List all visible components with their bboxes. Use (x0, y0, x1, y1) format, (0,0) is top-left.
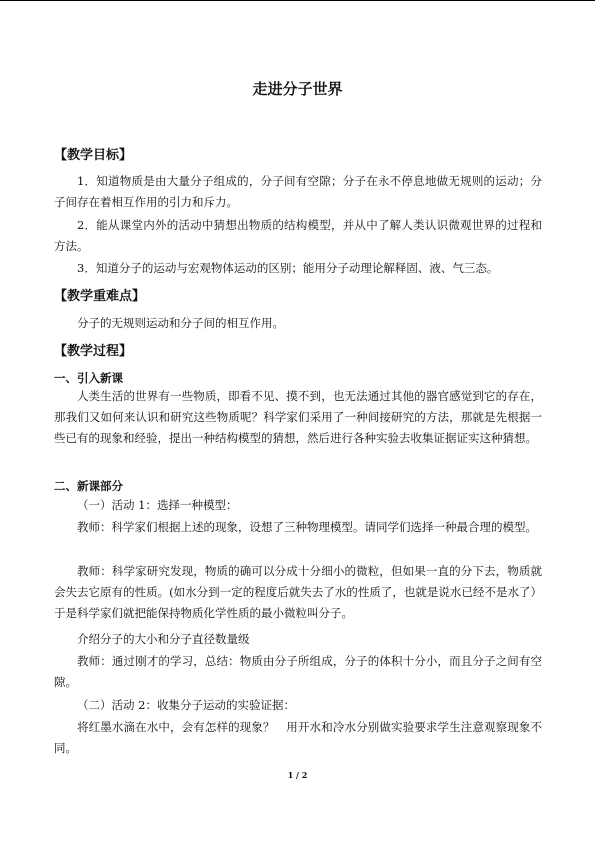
experiment-paragraph: 将红墨水滴在水中，会有怎样的现象？ 用开水和冷水分别做实验要求学生注意观察现象不同。 (54, 720, 542, 756)
page-top-border (0, 0, 595, 1)
document-title: 走进分子世界 (252, 80, 343, 98)
molecule-size-paragraph: 介绍分子的大小和分子直径数量级 (77, 632, 250, 646)
page-number: 1 / 2 (287, 770, 308, 780)
intro-paragraph: 人类生活的世界有一些物质，即看不见、摸不到，也无法通过其他的器官感觉到它的存在，那我们又如何来认识和研究这些物质呢？科学家们采用了一种间接研究的方法，那就是先根据一些已有的现象和经验，提出一种结构模型的猜想，然后进行各种实验去收集证据证实这种猜想。 (54, 389, 542, 446)
objectives-heading: 【教学目标】 (54, 148, 133, 163)
activity-1-heading: （一）活动 1：选择一种模型： (77, 498, 238, 512)
teacher-paragraph-2: 教师：科学家研究发现，物质的确可以分成十分细小的微粒，但如果一直的分下去，物质就会失去它原有的性质。(如水分到一定的程度后就失去了水的性质了，也就是说水已经不是水了）于是科学家们就把能保持物质化学性质的最小微粒叫分子。 (54, 564, 542, 621)
key-points-text: 分子的无规则运动和分子间的相互作用。 (77, 316, 284, 330)
new-lesson-heading: 二、新课部分 (54, 479, 123, 493)
objective-item-3: 3．知道分子的运动与宏观物体运动的区别；能用分子动理论解释固、液、气三态。 (77, 261, 499, 275)
objective-item-1: 1．知道物质是由大量分子组成的，分子间有空隙；分子在永不停息地做无规则的运动；分子间存在着相互作用的引力和斥力。 (54, 174, 542, 210)
activity-2-heading: （二）活动 2：收集分子运动的实验证据： (77, 698, 295, 712)
key-points-heading: 【教学重难点】 (54, 289, 146, 304)
teacher-paragraph-1: 教师：科学家们根据上述的现象，设想了三种物理模型。请同学们选择一种最合理的模型。 (77, 520, 537, 534)
intro-heading: 一、引入新课 (54, 371, 123, 385)
teacher-summary-paragraph: 教师：通过刚才的学习，总结：物质由分子所组成，分子的体积十分小，而且分子之间有空隙。 (54, 654, 542, 690)
objective-item-2: 2．能从课堂内外的活动中猜想出物质的结构模型，并从中了解人类认识微观世界的过程和方法。 (54, 218, 542, 254)
process-heading: 【教学过程】 (54, 344, 133, 359)
